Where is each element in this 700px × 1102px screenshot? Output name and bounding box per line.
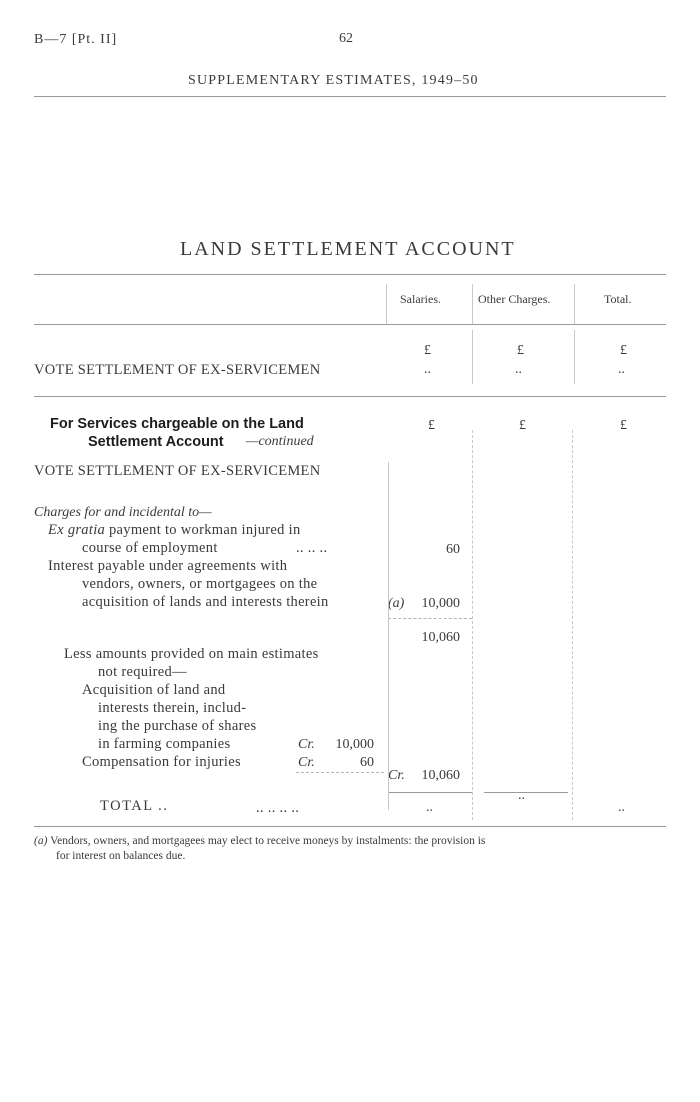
interest-line2: vendors, owners, or mortgagees on the: [82, 576, 318, 592]
page-number: 62: [339, 31, 353, 46]
page-title: LAND SETTLEMENT ACCOUNT: [180, 238, 516, 260]
leader-dots: .. .. .. ..: [256, 800, 300, 816]
currency-salaries: £: [424, 343, 431, 358]
col-divider: [574, 284, 575, 324]
ex-gratia-amount: 60: [446, 542, 460, 557]
acquisition-cr: Cr.: [298, 737, 315, 752]
less-line1: Less amounts provided on main estimates: [64, 646, 319, 662]
section-vote-label: VOTE SETTLEMENT OF EX-SERVICEMEN: [34, 463, 321, 479]
footnote-marker: (a): [34, 835, 48, 847]
ex-gratia-line2: course of employment: [82, 540, 218, 556]
total-other-charges: ..: [518, 788, 525, 803]
col-divider: [572, 430, 573, 820]
total-salaries: ..: [426, 800, 433, 815]
col-divider: [472, 284, 473, 324]
col-divider: [388, 462, 389, 810]
interest-line1: Interest payable under agreements with: [48, 558, 288, 574]
total-rule: [388, 792, 472, 793]
acquisition-amount: 10,000: [335, 737, 374, 752]
compensation-amount: 60: [360, 755, 374, 770]
running-title: SUPPLEMENTARY ESTIMATES, 1949–50: [188, 73, 479, 88]
total-label: TOTAL ..: [100, 798, 169, 814]
interest-amount: 10,000: [421, 596, 460, 611]
summary-vote-label: VOTE SETTLEMENT OF EX-SERVICEMEN: [34, 362, 321, 378]
total-total: ..: [618, 800, 625, 815]
less-line2: not required—: [98, 664, 187, 680]
col-divider: [472, 430, 473, 820]
ex-gratia-text: payment to workman injured in: [105, 522, 301, 538]
less-subtotal-rule: [296, 772, 384, 773]
col-divider: [472, 330, 473, 384]
currency-other: £: [519, 418, 526, 433]
summary-rule: [34, 396, 666, 397]
continued-note: —continued: [246, 434, 314, 449]
col-header-total: Total.: [604, 292, 632, 306]
acquisition-line1: Acquisition of land and: [82, 682, 226, 698]
page-reference: B—7 [Pt. II]: [34, 32, 118, 47]
acquisition-line4: in farming companies: [98, 736, 231, 752]
charges-heading: Charges for and incidental to—: [34, 505, 212, 520]
section-heading-line1: For Services chargeable on the Land: [50, 416, 304, 432]
summary-salaries: ..: [424, 362, 431, 377]
currency-total: £: [620, 418, 627, 433]
compensation-cr: Cr.: [298, 755, 315, 770]
subtotal-rule: [388, 618, 472, 619]
currency-other: £: [517, 343, 524, 358]
currency-salaries: £: [428, 418, 435, 433]
table-bottom-rule: [34, 826, 666, 827]
interest-line3: acquisition of lands and interests therein: [82, 594, 329, 610]
currency-total: £: [620, 343, 627, 358]
col-divider: [574, 330, 575, 384]
subtotal-amount: 10,060: [421, 630, 460, 645]
ex-gratia-line1: [48, 522, 301, 539]
table-top-rule: [34, 274, 666, 275]
less-total-amount: 10,060: [421, 768, 460, 783]
summary-total: ..: [618, 362, 625, 377]
ex-gratia-italic: Ex gratia: [48, 522, 106, 538]
col-header-salaries: Salaries.: [400, 292, 441, 306]
footnote-line2: for interest on balances due.: [56, 850, 186, 862]
leader-dots: .. .. ..: [296, 540, 328, 556]
col-header-other-charges: Other Charges.: [478, 292, 551, 306]
less-total-cr: Cr.: [388, 768, 405, 783]
col-divider: [386, 284, 387, 324]
footnote-marker-a: (a): [388, 596, 405, 611]
total-rule: [484, 792, 568, 793]
compensation-line: Compensation for injuries: [82, 754, 241, 770]
footnote-line1: Vendors, owners, and mortgagees may elect to receive moneys by instalments: the provision is: [50, 835, 486, 847]
table-header-rule: [34, 324, 666, 325]
acquisition-line3: ing the purchase of shares: [98, 718, 257, 734]
section-heading-line2: Settlement Account: [88, 434, 224, 450]
acquisition-line2: interests therein, includ-: [98, 700, 247, 716]
header-rule: [34, 96, 666, 97]
summary-other-charges: ..: [515, 362, 522, 377]
